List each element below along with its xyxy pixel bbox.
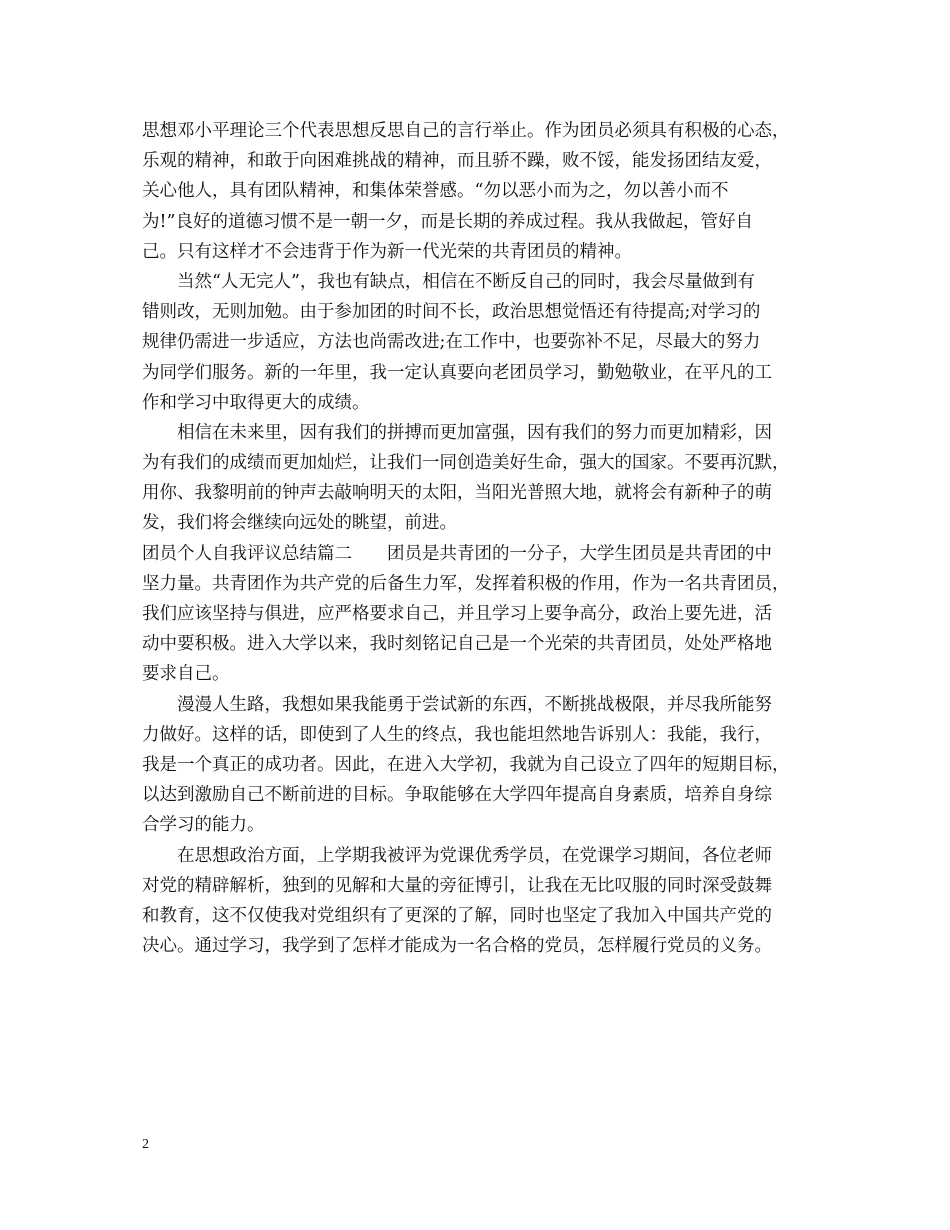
text-line: 己。只有这样才不会违背于作为新一代光荣的共青团员的精神。 (142, 241, 632, 262)
text-line: 力做好。这样的话，即使到了人生的终点，我也能坦然地告诉别人：我能，我行， (142, 724, 772, 745)
text-line: 合学习的能力。 (142, 815, 265, 836)
text-line: 错则改，无则加勉。由于参加团的时间不长，政治思想觉悟还有待提高;对学习的 (142, 302, 761, 323)
text-line: 我们应该坚持与俱进，应严格要求自己，并且学习上要争高分，政治上要先进，活 (142, 604, 772, 624)
text-line: 决心。通过学习，我学到了怎样才能成为一名合格的党员，怎样履行党员的义务。 (142, 936, 772, 957)
text-line: 乐观的精神，和敢于向困难挑战的精神，而且骄不躁，败不馁，能发扬团结友爱， (142, 151, 772, 172)
text-line: 思想邓小平理论三个代表思想反思自己的言行举止。作为团员必须具有积极的心态， (142, 121, 790, 141)
text-line: 对党的精辟解析，独到的见解和大量的旁征博引，让我在无比叹服的同时深受鼓舞 (142, 875, 772, 896)
text-line: 以达到激励自己不断前进的目标。争取能够在大学四年提高自身素质，培养自身综 (142, 785, 772, 806)
text-line: 坚力量。共青团作为共产党的后备生力军，发挥着积极的作用，作为一名共青团员， (142, 573, 790, 594)
text-line: 我是一个真正的成功者。因此，在进入大学初，我就为自己设立了四年的短期目标， (142, 754, 790, 775)
text-line: 关心他人，具有团队精神，和集体荣誉感。“勿以恶小而为之，勿以善小而不 (142, 181, 729, 202)
text-line: 当然“人无完人”，我也有缺点，相信在不断反自己的同时，我会尽量做到有 (142, 271, 755, 292)
text-line: 发，我们将会继续向远处的眺望，前进。 (142, 513, 457, 534)
text-line: 和教育，这不仅使我对党组织有了更深的了解，同时也坚定了我加入中国共产党的 (142, 905, 772, 926)
text-line: 相信在未来里，因有我们的拼搏而更加富强，因有我们的努力而更加精彩，因 (142, 422, 772, 443)
text-line: 作和学习中取得更大的成绩。 (142, 392, 370, 413)
text-line: 为有我们的成绩而更加灿烂，让我们一同创造美好生命，强大的国家。不要再沉默， (142, 453, 790, 474)
text-line: 为!”良好的道德习惯不是一朝一夕，而是长期的养成过程。我从我做起，管好自 (142, 211, 753, 232)
text-line: 动中要积极。进入大学以来，我时刻铭记自己是一个光荣的共青团员，处处严格地 (142, 634, 772, 655)
text-line: 规律仍需进一步适应，方法也尚需改进;在工作中，也要弥补不足，尽最大的努力 (142, 332, 761, 353)
page-number: 2 (142, 1137, 149, 1152)
document-body (142, 116, 832, 961)
text-line: 在思想政治方面，上学期我被评为党课优秀学员，在党课学习期间，各位老师 (142, 845, 772, 866)
text-line: 为同学们服务。新的一年里，我一定认真要向老团员学习，勤勉敬业，在平凡的工 (142, 362, 772, 383)
text-line: 用你、我黎明前的钟声去敲响明天的太阳，当阳光普照大地，就将会有新种子的萌 (142, 483, 772, 504)
section-heading-line: 团员个人自我评议总结篇二 团员是共青团的一分子，大学生团员是共青团的中 (142, 543, 772, 564)
text-line: 要求自己。 (142, 664, 230, 685)
text-line: 漫漫人生路，我想如果我能勇于尝试新的东西，不断挑战极限，并尽我所能努 (142, 694, 772, 715)
